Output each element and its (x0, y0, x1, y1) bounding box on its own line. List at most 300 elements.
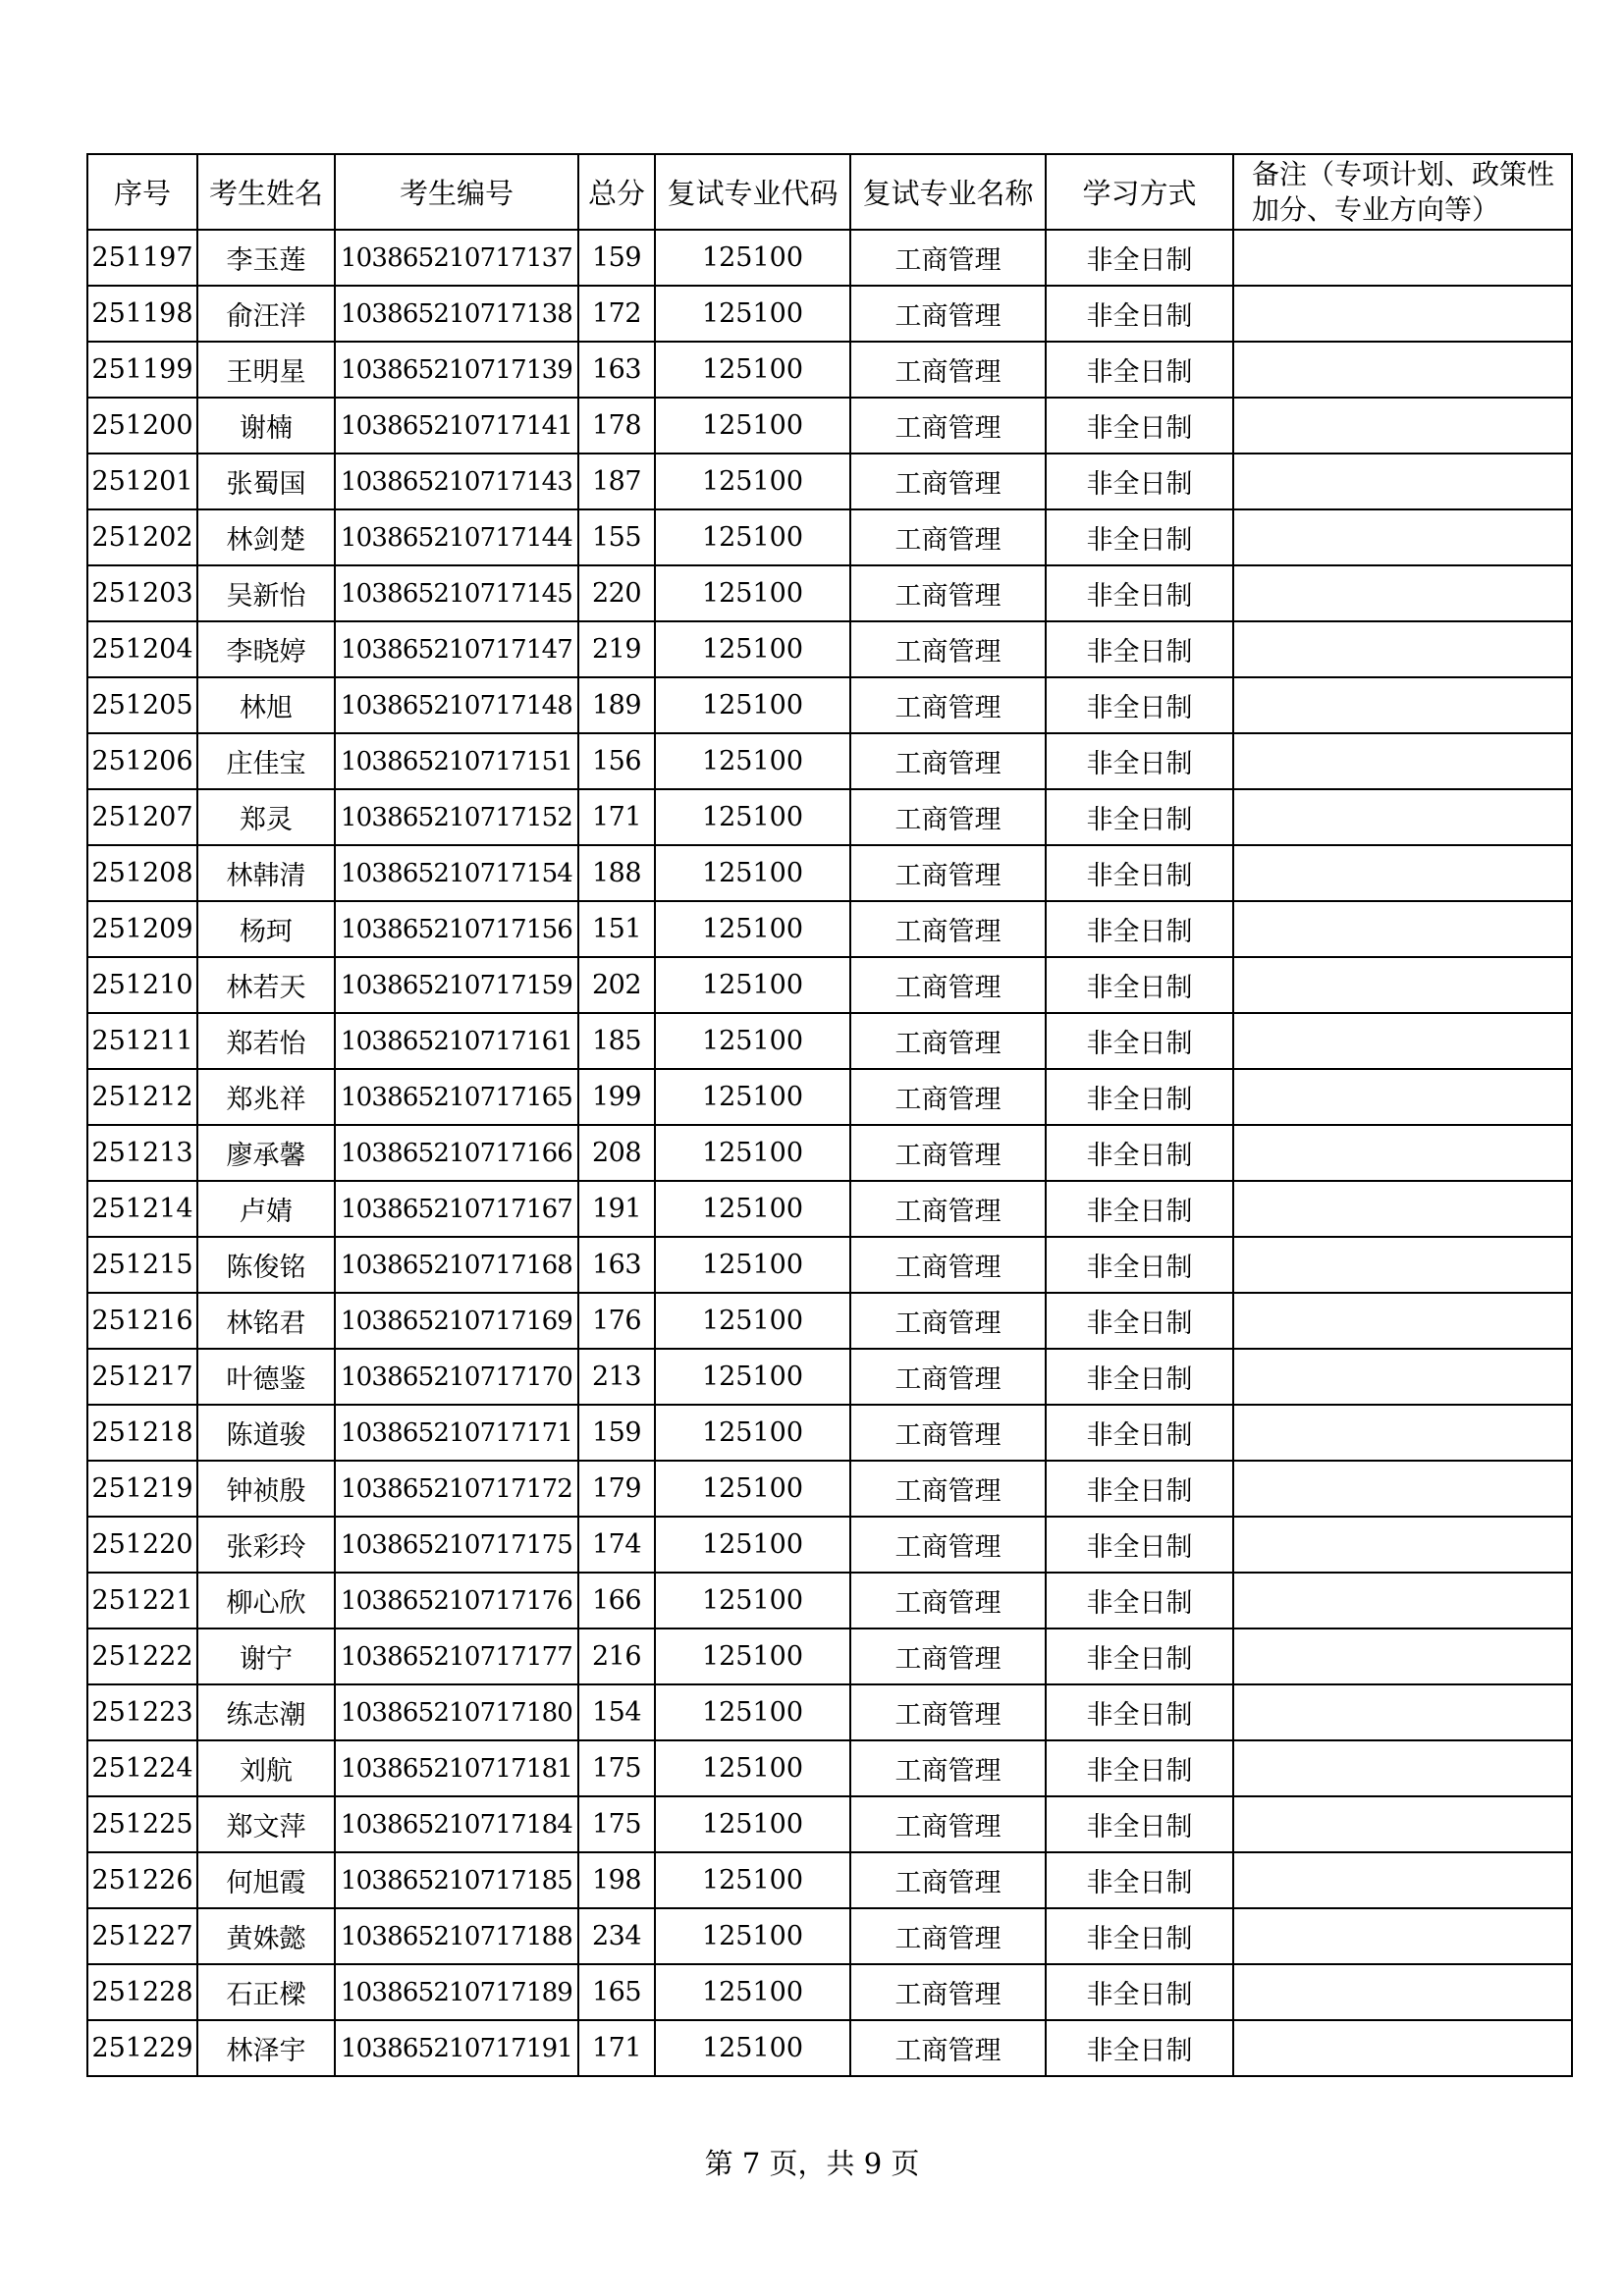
header-major-code: 复试专业代码 (655, 154, 850, 230)
cell-major-code: 125100 (655, 230, 850, 286)
cell-study-mode: 非全日制 (1046, 342, 1233, 398)
cell-exam-no: 103865210717188 (335, 1908, 578, 1964)
cell-total: 202 (578, 957, 655, 1013)
cell-total: 156 (578, 733, 655, 789)
cell-seq: 251218 (87, 1405, 197, 1461)
cell-name: 郑兆祥 (197, 1069, 335, 1125)
cell-exam-no: 103865210717144 (335, 509, 578, 565)
header-major-name: 复试专业名称 (850, 154, 1046, 230)
cell-seq: 251214 (87, 1181, 197, 1237)
cell-exam-no: 103865210717171 (335, 1405, 578, 1461)
cell-seq: 251210 (87, 957, 197, 1013)
cell-exam-no: 103865210717169 (335, 1293, 578, 1349)
cell-seq: 251217 (87, 1349, 197, 1405)
table-row (87, 1629, 1572, 1684)
cell-name: 叶德鉴 (197, 1349, 335, 1405)
table-row (87, 1796, 1572, 1852)
cell-seq: 251203 (87, 565, 197, 621)
cell-study-mode: 非全日制 (1046, 1069, 1233, 1125)
cell-name: 张彩玲 (197, 1517, 335, 1573)
table-row (87, 677, 1572, 733)
table-row (87, 845, 1572, 901)
cell-remarks (1233, 2020, 1572, 2076)
cell-name: 李晓婷 (197, 621, 335, 677)
cell-seq: 251200 (87, 398, 197, 454)
cell-exam-no: 103865210717156 (335, 901, 578, 957)
cell-remarks (1233, 789, 1572, 845)
cell-exam-no: 103865210717147 (335, 621, 578, 677)
cell-seq: 251201 (87, 454, 197, 509)
cell-total: 220 (578, 565, 655, 621)
cell-exam-no: 103865210717177 (335, 1629, 578, 1684)
cell-major-code: 125100 (655, 621, 850, 677)
cell-name: 林泽宇 (197, 2020, 335, 2076)
cell-study-mode: 非全日制 (1046, 1796, 1233, 1852)
cell-remarks (1233, 1069, 1572, 1125)
cell-remarks (1233, 1740, 1572, 1796)
cell-total: 219 (578, 621, 655, 677)
cell-major-code: 125100 (655, 2020, 850, 2076)
cell-study-mode: 非全日制 (1046, 230, 1233, 286)
cell-major-name: 工商管理 (850, 398, 1046, 454)
cell-seq: 251229 (87, 2020, 197, 2076)
cell-major-name: 工商管理 (850, 1964, 1046, 2020)
cell-major-name: 工商管理 (850, 1629, 1046, 1684)
cell-study-mode: 非全日制 (1046, 957, 1233, 1013)
table-row (87, 1237, 1572, 1293)
cell-name: 张蜀国 (197, 454, 335, 509)
cell-total: 159 (578, 230, 655, 286)
cell-study-mode: 非全日制 (1046, 1237, 1233, 1293)
cell-major-name: 工商管理 (850, 1013, 1046, 1069)
cell-name: 钟祯殷 (197, 1461, 335, 1517)
cell-name: 刘航 (197, 1740, 335, 1796)
cell-remarks (1233, 845, 1572, 901)
page-number: 第 7 页，共 9 页 (704, 2147, 920, 2180)
cell-study-mode: 非全日制 (1046, 286, 1233, 342)
cell-major-name: 工商管理 (850, 677, 1046, 733)
table-row (87, 1517, 1572, 1573)
cell-total: 179 (578, 1461, 655, 1517)
cell-remarks (1233, 1461, 1572, 1517)
cell-study-mode: 非全日制 (1046, 1517, 1233, 1573)
cell-name: 练志潮 (197, 1684, 335, 1740)
cell-seq: 251213 (87, 1125, 197, 1181)
cell-seq: 251224 (87, 1740, 197, 1796)
cell-study-mode: 非全日制 (1046, 1852, 1233, 1908)
cell-major-name: 工商管理 (850, 1405, 1046, 1461)
header-remarks: 备注（专项计划、政策性加分、专业方向等） (1233, 154, 1572, 230)
cell-remarks (1233, 230, 1572, 286)
cell-study-mode: 非全日制 (1046, 565, 1233, 621)
cell-exam-no: 103865210717180 (335, 1684, 578, 1740)
cell-major-code: 125100 (655, 901, 850, 957)
cell-seq: 251206 (87, 733, 197, 789)
cell-seq: 251220 (87, 1517, 197, 1573)
cell-seq: 251227 (87, 1908, 197, 1964)
cell-name: 陈道骏 (197, 1405, 335, 1461)
table-row (87, 1125, 1572, 1181)
table-row (87, 454, 1572, 509)
cell-name: 卢婧 (197, 1181, 335, 1237)
cell-major-code: 125100 (655, 1293, 850, 1349)
cell-remarks (1233, 509, 1572, 565)
cell-major-code: 125100 (655, 957, 850, 1013)
cell-major-name: 工商管理 (850, 957, 1046, 1013)
cell-study-mode: 非全日制 (1046, 1349, 1233, 1405)
cell-total: 174 (578, 1517, 655, 1573)
cell-study-mode: 非全日制 (1046, 621, 1233, 677)
cell-study-mode: 非全日制 (1046, 845, 1233, 901)
cell-exam-no: 103865210717148 (335, 677, 578, 733)
cell-major-name: 工商管理 (850, 1237, 1046, 1293)
cell-remarks (1233, 342, 1572, 398)
header-exam-no: 考生编号 (335, 154, 578, 230)
cell-total: 199 (578, 1069, 655, 1125)
cell-major-code: 125100 (655, 1573, 850, 1629)
cell-remarks (1233, 1293, 1572, 1349)
cell-seq: 251225 (87, 1796, 197, 1852)
cell-major-code: 125100 (655, 454, 850, 509)
cell-name: 何旭霞 (197, 1852, 335, 1908)
cell-name: 郑若怡 (197, 1013, 335, 1069)
cell-major-code: 125100 (655, 677, 850, 733)
cell-seq: 251199 (87, 342, 197, 398)
cell-major-code: 125100 (655, 1684, 850, 1740)
table-row (87, 1573, 1572, 1629)
cell-remarks (1233, 1125, 1572, 1181)
cell-exam-no: 103865210717141 (335, 398, 578, 454)
cell-study-mode: 非全日制 (1046, 1908, 1233, 1964)
table-row (87, 230, 1572, 286)
cell-remarks (1233, 1349, 1572, 1405)
cell-total: 163 (578, 342, 655, 398)
cell-major-name: 工商管理 (850, 1349, 1046, 1405)
cell-major-code: 125100 (655, 1237, 850, 1293)
cell-exam-no: 103865210717152 (335, 789, 578, 845)
cell-major-name: 工商管理 (850, 901, 1046, 957)
cell-study-mode: 非全日制 (1046, 733, 1233, 789)
cell-major-name: 工商管理 (850, 1517, 1046, 1573)
cell-name: 林若天 (197, 957, 335, 1013)
cell-name: 林剑楚 (197, 509, 335, 565)
cell-name: 李玉莲 (197, 230, 335, 286)
cell-major-name: 工商管理 (850, 1684, 1046, 1740)
cell-total: 213 (578, 1349, 655, 1405)
cell-remarks (1233, 1908, 1572, 1964)
table-row (87, 509, 1572, 565)
cell-major-code: 125100 (655, 789, 850, 845)
cell-remarks (1233, 677, 1572, 733)
cell-major-code: 125100 (655, 1796, 850, 1852)
table-row (87, 733, 1572, 789)
cell-remarks (1233, 1684, 1572, 1740)
cell-major-code: 125100 (655, 342, 850, 398)
cell-exam-no: 103865210717154 (335, 845, 578, 901)
cell-seq: 251228 (87, 1964, 197, 2020)
cell-total: 165 (578, 1964, 655, 2020)
cell-seq: 251226 (87, 1852, 197, 1908)
cell-remarks (1233, 1796, 1572, 1852)
cell-total: 185 (578, 1013, 655, 1069)
cell-major-code: 125100 (655, 1181, 850, 1237)
cell-major-code: 125100 (655, 1461, 850, 1517)
table-row (87, 1013, 1572, 1069)
cell-major-code: 125100 (655, 845, 850, 901)
cell-seq: 251211 (87, 1013, 197, 1069)
cell-exam-no: 103865210717176 (335, 1573, 578, 1629)
cell-remarks (1233, 957, 1572, 1013)
table-row (87, 342, 1572, 398)
cell-study-mode: 非全日制 (1046, 1461, 1233, 1517)
cell-major-name: 工商管理 (850, 1125, 1046, 1181)
table-row (87, 1293, 1572, 1349)
table-row (87, 789, 1572, 845)
cell-major-code: 125100 (655, 1852, 850, 1908)
cell-total: 189 (578, 677, 655, 733)
cell-remarks (1233, 621, 1572, 677)
cell-name: 谢楠 (197, 398, 335, 454)
cell-total: 234 (578, 1908, 655, 1964)
cell-major-name: 工商管理 (850, 230, 1046, 286)
cell-remarks (1233, 565, 1572, 621)
cell-exam-no: 103865210717185 (335, 1852, 578, 1908)
cell-remarks (1233, 1517, 1572, 1573)
cell-major-code: 125100 (655, 1629, 850, 1684)
cell-total: 175 (578, 1796, 655, 1852)
cell-total: 216 (578, 1629, 655, 1684)
cell-exam-no: 103865210717159 (335, 957, 578, 1013)
cell-exam-no: 103865210717138 (335, 286, 578, 342)
cell-major-name: 工商管理 (850, 1181, 1046, 1237)
cell-total: 154 (578, 1684, 655, 1740)
cell-total: 208 (578, 1125, 655, 1181)
table-row (87, 1349, 1572, 1405)
cell-total: 159 (578, 1405, 655, 1461)
cell-major-name: 工商管理 (850, 1740, 1046, 1796)
cell-exam-no: 103865210717165 (335, 1069, 578, 1125)
header-name: 考生姓名 (197, 154, 335, 230)
table-row (87, 1964, 1572, 2020)
cell-exam-no: 103865210717166 (335, 1125, 578, 1181)
cell-exam-no: 103865210717181 (335, 1740, 578, 1796)
cell-study-mode: 非全日制 (1046, 509, 1233, 565)
cell-total: 151 (578, 901, 655, 957)
table-row (87, 901, 1572, 957)
cell-seq: 251208 (87, 845, 197, 901)
cell-major-name: 工商管理 (850, 565, 1046, 621)
cell-remarks (1233, 1405, 1572, 1461)
cell-study-mode: 非全日制 (1046, 1125, 1233, 1181)
cell-remarks (1233, 398, 1572, 454)
cell-name: 吴新怡 (197, 565, 335, 621)
cell-exam-no: 103865210717167 (335, 1181, 578, 1237)
cell-seq: 251205 (87, 677, 197, 733)
cell-name: 林旭 (197, 677, 335, 733)
cell-major-name: 工商管理 (850, 1069, 1046, 1125)
cell-major-code: 125100 (655, 1069, 850, 1125)
cell-study-mode: 非全日制 (1046, 1405, 1233, 1461)
cell-exam-no: 103865210717143 (335, 454, 578, 509)
cell-exam-no: 103865210717145 (335, 565, 578, 621)
cell-name: 廖承馨 (197, 1125, 335, 1181)
table-row (87, 1852, 1572, 1908)
cell-name: 俞汪洋 (197, 286, 335, 342)
cell-major-name: 工商管理 (850, 1573, 1046, 1629)
cell-name: 林韩清 (197, 845, 335, 901)
cell-total: 171 (578, 2020, 655, 2076)
header-total: 总分 (578, 154, 655, 230)
table-row (87, 1684, 1572, 1740)
header-seq: 序号 (87, 154, 197, 230)
table-row (87, 565, 1572, 621)
table-row (87, 1181, 1572, 1237)
cell-name: 谢宁 (197, 1629, 335, 1684)
cell-major-code: 125100 (655, 286, 850, 342)
admission-list-table (86, 153, 1573, 2077)
cell-total: 188 (578, 845, 655, 901)
cell-name: 王明星 (197, 342, 335, 398)
cell-study-mode: 非全日制 (1046, 454, 1233, 509)
header-study-mode: 学习方式 (1046, 154, 1233, 230)
cell-exam-no: 103865210717161 (335, 1013, 578, 1069)
table-row (87, 398, 1572, 454)
cell-remarks (1233, 1573, 1572, 1629)
table-row (87, 1908, 1572, 1964)
cell-major-code: 125100 (655, 1013, 850, 1069)
cell-name: 杨珂 (197, 901, 335, 957)
cell-seq: 251222 (87, 1629, 197, 1684)
cell-remarks (1233, 454, 1572, 509)
cell-exam-no: 103865210717168 (335, 1237, 578, 1293)
cell-remarks (1233, 1237, 1572, 1293)
cell-seq: 251212 (87, 1069, 197, 1125)
cell-major-name: 工商管理 (850, 1852, 1046, 1908)
cell-study-mode: 非全日制 (1046, 1013, 1233, 1069)
cell-remarks (1233, 1181, 1572, 1237)
cell-study-mode: 非全日制 (1046, 1181, 1233, 1237)
cell-total: 187 (578, 454, 655, 509)
cell-major-name: 工商管理 (850, 1908, 1046, 1964)
table-row (87, 1069, 1572, 1125)
cell-name: 黄姝懿 (197, 1908, 335, 1964)
cell-seq: 251223 (87, 1684, 197, 1740)
cell-seq: 251197 (87, 230, 197, 286)
cell-remarks (1233, 901, 1572, 957)
cell-major-name: 工商管理 (850, 2020, 1046, 2076)
cell-major-code: 125100 (655, 1405, 850, 1461)
cell-major-name: 工商管理 (850, 733, 1046, 789)
cell-seq: 251202 (87, 509, 197, 565)
table-body (87, 230, 1572, 2076)
cell-seq: 251221 (87, 1573, 197, 1629)
cell-study-mode: 非全日制 (1046, 1964, 1233, 2020)
cell-major-code: 125100 (655, 1349, 850, 1405)
cell-remarks (1233, 1629, 1572, 1684)
cell-name: 石正樑 (197, 1964, 335, 2020)
cell-study-mode: 非全日制 (1046, 1293, 1233, 1349)
cell-major-code: 125100 (655, 1908, 850, 1964)
cell-name: 林铭君 (197, 1293, 335, 1349)
cell-exam-no: 103865210717151 (335, 733, 578, 789)
cell-total: 178 (578, 398, 655, 454)
cell-seq: 251209 (87, 901, 197, 957)
cell-study-mode: 非全日制 (1046, 398, 1233, 454)
cell-total: 166 (578, 1573, 655, 1629)
table-row (87, 286, 1572, 342)
cell-major-name: 工商管理 (850, 1293, 1046, 1349)
cell-major-name: 工商管理 (850, 789, 1046, 845)
cell-study-mode: 非全日制 (1046, 1573, 1233, 1629)
cell-total: 198 (578, 1852, 655, 1908)
cell-total: 175 (578, 1740, 655, 1796)
table-row (87, 2020, 1572, 2076)
cell-remarks (1233, 286, 1572, 342)
cell-major-name: 工商管理 (850, 1461, 1046, 1517)
cell-major-name: 工商管理 (850, 454, 1046, 509)
cell-exam-no: 103865210717189 (335, 1964, 578, 2020)
cell-exam-no: 103865210717139 (335, 342, 578, 398)
cell-seq: 251198 (87, 286, 197, 342)
cell-study-mode: 非全日制 (1046, 2020, 1233, 2076)
cell-remarks (1233, 733, 1572, 789)
cell-exam-no: 103865210717170 (335, 1349, 578, 1405)
cell-major-code: 125100 (655, 1740, 850, 1796)
table-header-row (87, 154, 1572, 230)
cell-total: 171 (578, 789, 655, 845)
cell-seq: 251219 (87, 1461, 197, 1517)
cell-name: 郑灵 (197, 789, 335, 845)
cell-study-mode: 非全日制 (1046, 1740, 1233, 1796)
cell-total: 163 (578, 1237, 655, 1293)
cell-study-mode: 非全日制 (1046, 789, 1233, 845)
cell-name: 柳心欣 (197, 1573, 335, 1629)
cell-remarks (1233, 1852, 1572, 1908)
table-row (87, 1461, 1572, 1517)
cell-study-mode: 非全日制 (1046, 1684, 1233, 1740)
cell-remarks (1233, 1964, 1572, 2020)
cell-major-name: 工商管理 (850, 845, 1046, 901)
cell-name: 郑文萍 (197, 1796, 335, 1852)
cell-seq: 251216 (87, 1293, 197, 1349)
cell-major-code: 125100 (655, 509, 850, 565)
cell-name: 陈俊铭 (197, 1237, 335, 1293)
table-row (87, 957, 1572, 1013)
cell-major-code: 125100 (655, 1125, 850, 1181)
table-row (87, 1740, 1572, 1796)
cell-seq: 251207 (87, 789, 197, 845)
cell-remarks (1233, 1013, 1572, 1069)
cell-study-mode: 非全日制 (1046, 901, 1233, 957)
table-row (87, 1405, 1572, 1461)
cell-major-code: 125100 (655, 398, 850, 454)
cell-major-name: 工商管理 (850, 342, 1046, 398)
cell-major-code: 125100 (655, 1964, 850, 2020)
cell-total: 176 (578, 1293, 655, 1349)
cell-exam-no: 103865210717137 (335, 230, 578, 286)
cell-major-code: 125100 (655, 1517, 850, 1573)
cell-total: 172 (578, 286, 655, 342)
cell-major-code: 125100 (655, 733, 850, 789)
table-row (87, 621, 1572, 677)
cell-major-name: 工商管理 (850, 286, 1046, 342)
cell-exam-no: 103865210717191 (335, 2020, 578, 2076)
cell-name: 庄佳宝 (197, 733, 335, 789)
cell-study-mode: 非全日制 (1046, 677, 1233, 733)
cell-exam-no: 103865210717172 (335, 1461, 578, 1517)
cell-exam-no: 103865210717175 (335, 1517, 578, 1573)
cell-major-code: 125100 (655, 565, 850, 621)
